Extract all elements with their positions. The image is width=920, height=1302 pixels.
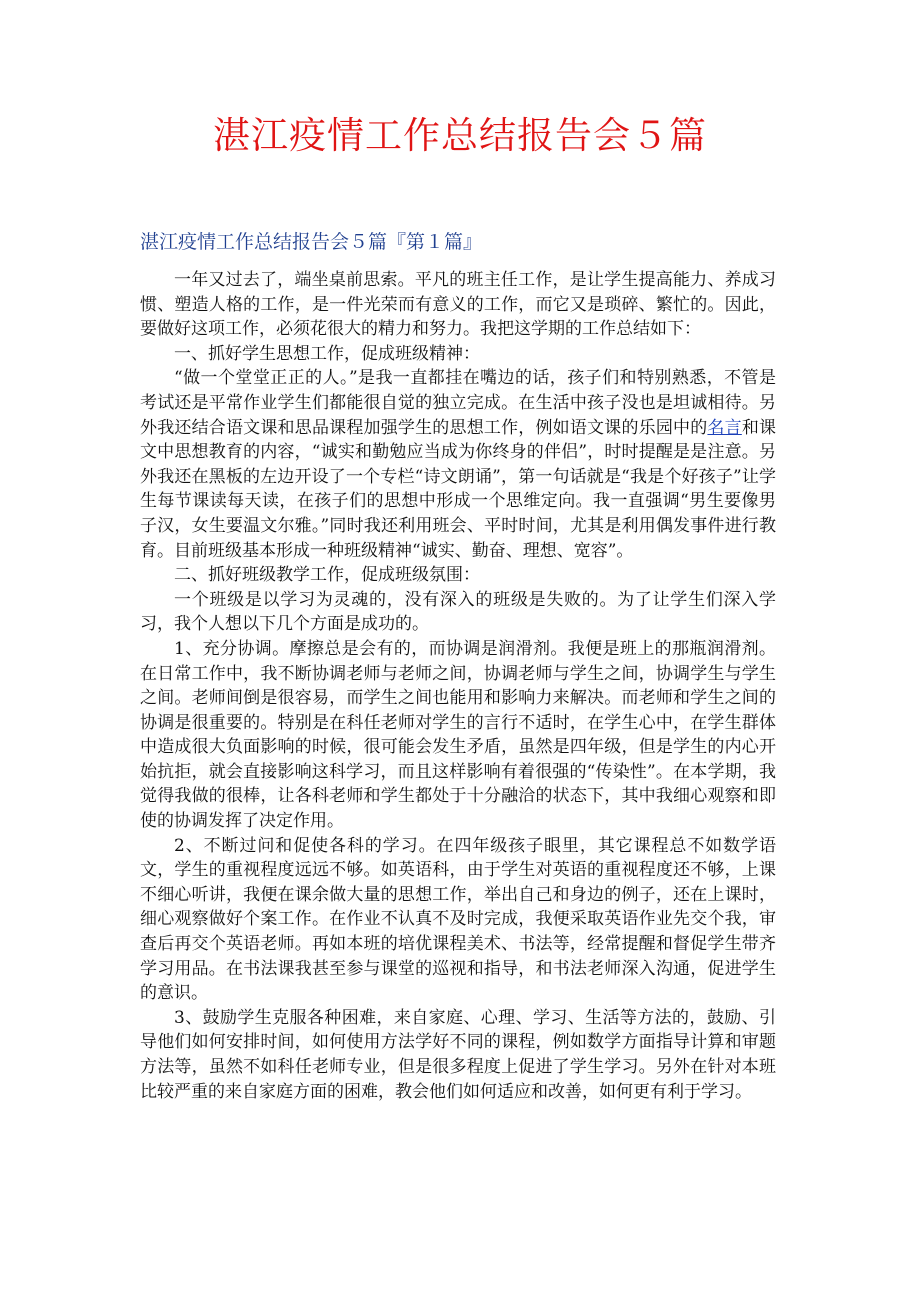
quotes-link[interactable]: 名言 [707, 417, 742, 438]
paragraph-class-learning: 一个班级是以学习为灵魂的，没有深入的班级是失败的。为了让学生们深入学习，我个人想以下几个方面是成功的。 [140, 589, 776, 635]
section-title: 湛江疫情工作总结报告会５篇『第１篇』 [140, 231, 483, 253]
paragraph-subject-learning: 2、不断过问和促使各科的学习。在四年级孩子眼里，其它课程总不如数学语文，学生的重视程度远远不够。如英语科，由于学生对英语的重视程度还不够，上课不细心听讲，我便在课余做大量的思想工作，举出自己和身边的例子，还在上课时，细心观察做好个案工作。在作业不认真不及时完成，我便采取英语作业先交个我，审查后再交个英语老师。再如本班的培优课程美术、书法等，经常提醒和督促学生带齐学习用品。在书法课我甚至参与课堂的巡视和指导，和书法老师深入沟通，促进学生的意识。 [140, 835, 776, 1004]
paragraph-intro: 一年又过去了，端坐桌前思索。平凡的班主任工作，是让学生提高能力、养成习惯、塑造人格的工作，是一件光荣而有意义的工作，而它又是琐碎、繁忙的。因此，要做好这项工作，必须花很大的精力和努力。我把这学期的工作总结如下： [140, 270, 776, 340]
paragraph-thought-work-part2: 和课文中思想教育的内容，“诚实和勤勉应当成为你终身的伴侣”，时时提醒是是注意。另外我还在黑板的左边开设了一个专栏“诗文朗诵”，第一句话就是“我是个好孩子”让学生每节课读每天读，在孩子们的思想中形成一个思维定向。我一直强调“男生要像男子汉，女生要温文尔雅。”同时我还利用班会、平时时间，尤其是利用偶发事件进行教育。目前班级基本形成一种班级精神“诚实、勤奋、理想、宽容”。 [140, 417, 777, 561]
paragraph-thought-work-part1: “做一个堂堂正正的人。”是我一直都挂在嘴边的话，孩子们和特别熟悉，不管是考试还是平常作业学生们都能很自觉的独立完成。在生活中孩子没也是坦诚相待。另外我还结合语文课和思品课程加强学生的思想工作，例如语文课的乐园中的 [140, 368, 776, 438]
paragraph-encouragement: 3、鼓励学生克服各种困难，来自家庭、心理、学习、生活等方法的，鼓励、引导他们如何安排时间，如何使用方法学好不同的课程，例如数学方面指导计算和审题方法等，虽然不如科任老师专业，但是很多程度上促进了学生学习。另外在针对本班比较严重的来自家庭方面的困难，教会他们如何适应和改善，如何更有利于学习。 [140, 1007, 776, 1102]
page-title: 湛江疫情工作总结报告会５篇 [213, 114, 707, 157]
heading-two: 二、抓好班级教学工作，促成班级氛围： [174, 565, 480, 586]
article-body [140, 268, 776, 1104]
paragraph-coordination: 1、充分协调。摩擦总是会有的，而协调是润滑剂。我便是班上的那瓶润滑剂。在日常工作中，我不断协调老师与老师之间，协调老师与学生之间，协调学生与学生之间。老师间倒是很容易，而学生之间也能用和影响力来解决。而老师和学生之间的协调是很重要的。特别是在科任老师对学生的言行不适时，在学生心中，在学生群体中造成很大负面影响的时候，很可能会发生矛盾，虽然是四年级，但是学生的内心开始抗拒，就会直接影响这科学习，而且这样影响有着很强的“传染性”。在本学期，我觉得我做的很棒，让各科老师和学生都处于十分融洽的状态下，其中我细心观察和即使的协调发挥了决定作用。 [140, 638, 776, 832]
heading-one: 一、抓好学生思想工作，促成班级精神： [174, 343, 480, 364]
paragraph-thought-work [140, 366, 776, 563]
